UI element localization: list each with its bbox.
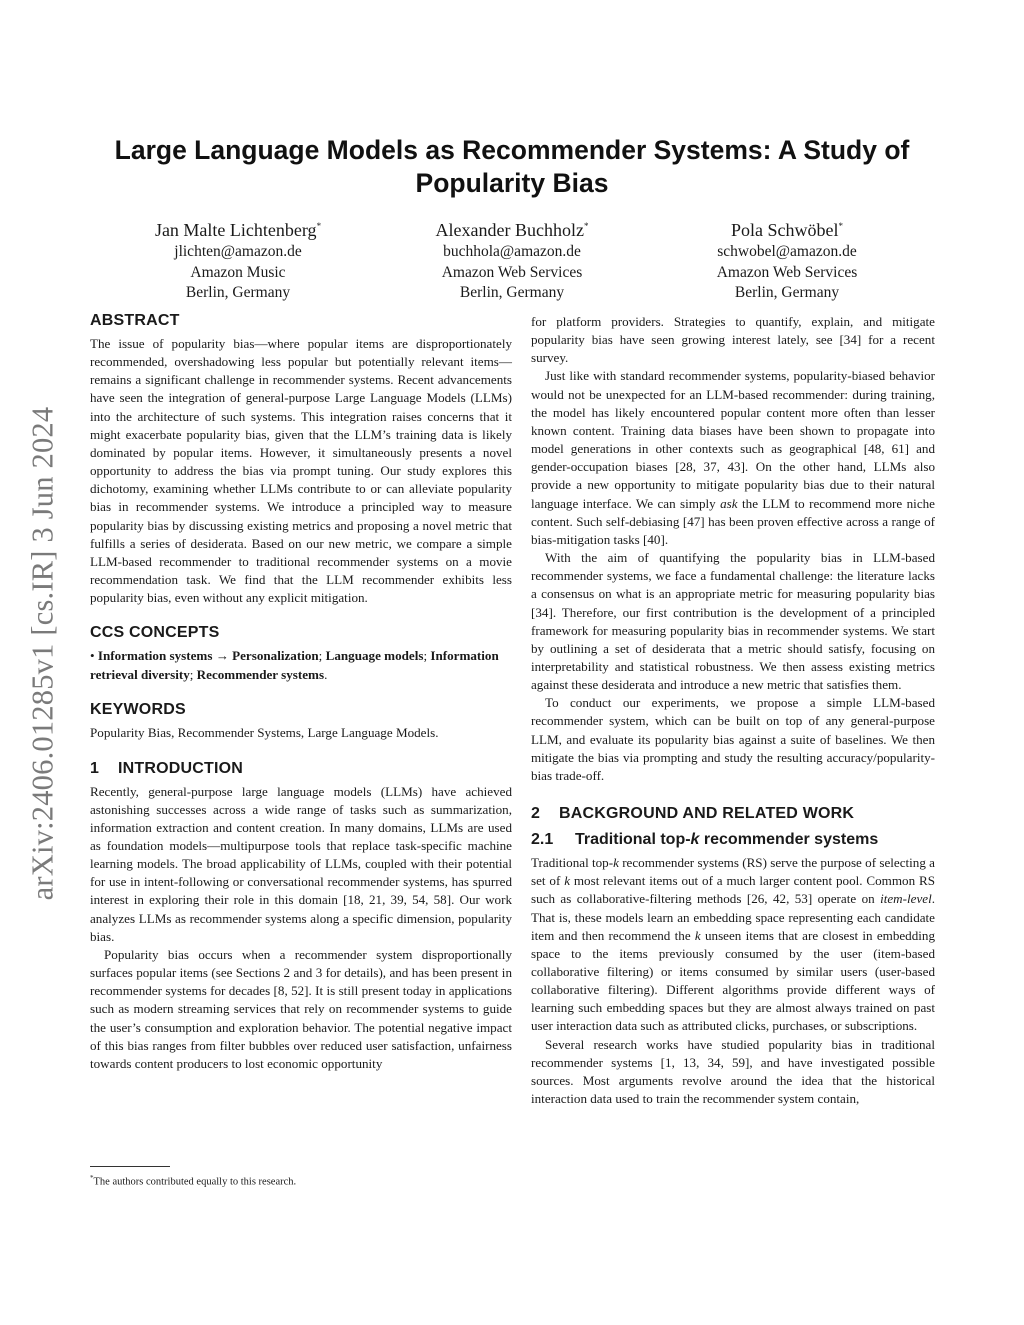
right-column — [531, 313, 935, 1108]
author-affiliation: Amazon Web Services — [441, 263, 583, 281]
intro-paragraph-3: for platform providers. Strategies to quantify, explain, and mitigate popularity bias have seen growing interest lately, see [34] for a recent survey. — [531, 314, 935, 366]
intro-paragraph-1: Recently, general-purpose large language models (LLMs) have achieved astonishing successes across a wide range of tasks such as summarization, information extraction and content creation. In many domains, LLMs are used as foundation models—multipurpose tools that replace task-specific machine learning models. The broad applicability of LLMs, coupled with their potential for use in intent-following or conversational recommender systems, has spurred interest in exploring their role in this domain [18, 21, 39, 54, 58]. Our work analyzes LLMs as recommender systems along a specific dimension, popularity bias. — [90, 783, 512, 944]
ccs-concepts: • Information systems → Personalization; Language models; Information retrieval diversity; Recommender systems. — [90, 648, 499, 682]
author-1 — [108, 214, 368, 304]
intro-paragraph-2: Popularity bias occurs when a recommender system disproportionally surfaces popular items (see Sections 2 and 3 for details), and has been present in recommender systems for decades [8, 52]. It is still present today in applications such as modern streaming services that rely on recommender systems to guide the user’s consumption and exploration behavior. The potential negative impact of this bias ranges from filter bubbles over reduced user satisfaction, unfairness towards content producers to lost economic opportunity — [90, 946, 512, 1071]
intro-paragraph-4: Just like with standard recommender systems, popularity-biased behavior would not be unexpected for an LLM-based recommender: during training, the model has likely encountered popular content more often than lesser known content. Training data biases have been shown to propagate into model generations in other contexts such as geographical [48, 61] and gender-occupation biases [28, 37, 43]. On the other hand, LLMs also provide a new opportunity to mitigate popularity bias due to their natural language interface. We can simply ask the LLM to recommend more niche content. Such self-debiasing [47] has been proven effective across a range of bias-mitigation tasks [40]. — [531, 368, 935, 547]
intro-paragraph-5: With the aim of quantifying the popularity bias in LLM-based recommender systems, we face a fundamental challenge: the literature lacks a consensus on what is an appropriate metric for measuring popularity bias [34]. Therefore, our first contribution is the development of a principled framework for measuring popularity bias in recommender systems. We start by outlining a set of desiderata that a metric should satisfy, focusing on interpretability and statistical robustness. We then assess existing metrics against these desiderata and introduce a new metric that satisfies them. — [531, 550, 935, 693]
arxiv-identifier — [18, 378, 68, 928]
keywords-heading: KEYWORDS — [90, 701, 186, 719]
author-mark: * — [583, 221, 589, 231]
author-affiliation: Amazon Web Services — [716, 263, 858, 281]
author-email: schwobel@amazon.de — [717, 243, 857, 260]
footnote: *The authors contributed equally to this research. — [90, 1174, 297, 1188]
author-location: Berlin, Germany — [185, 284, 291, 301]
author-name: Alexander Buchholz — [435, 220, 584, 240]
background-paragraph-2: Several research works have studied popularity bias in traditional recommender systems [1, 13, 34, 59], and have investigated possible sources. Most arguments revolve around the idea that the historical interaction data used to train the recommender system contain, — [531, 1036, 935, 1107]
author-name: Jan Malte Lichtenberg — [154, 220, 317, 240]
left-column — [90, 310, 512, 1073]
paper-title: Large Language Models as Recommender Systems: A Study of Popularity Bias — [114, 135, 910, 198]
background-paragraph-1: Traditional top-k recommender systems (RS) serve the purpose of selecting a set of k most relevant items out of a much larger content pool. Common RS such as collaborative-filtering methods [26, 42, 53] operate on item-level. That is, these models learn an embedding space representing each candidate item and then recommend the k unseen items that are closest in embedding space to the items previously consumed by the user (item-based collaborative filtering) or items consumed by similar users (user-based collaborative filtering). Different algorithms provide different ways of learning such embedding spaces but they are almost always trained on past user interaction data such as attributed clicks, purchases, or subscriptions. — [531, 855, 936, 1034]
abstract-text: The issue of popularity bias—where popular items are disproportionately recommended, overshadowing less popular but potentially relevant items—remains a significant challenge in recommender systems. Recent advancements have seen the integration of general-purpose Large Language Models (LLMs) into the architecture of such systems. This integration raises concerns that it might exacerbate popularity bias, given that the LLM’s training data is likely dominated by popular items. However, it simultaneously presents a novel opportunity to address the bias via prompt tuning. Our study explores this dichotomy, examining whether LLMs contribute to or can alleviate popularity bias in recommender systems. We introduce a principled way to measure popularity bias by discussing existing metrics and proposing a novel metric that fulfills a series of desiderata. Based on our new metric, we compare a simple LLM-based recommender to traditional recommender systems on a movie recommendation task. We find that the LLM recommender exhibits less popularity bias, even without any explicit mitigation. — [90, 336, 512, 606]
arxiv-identifier-text: arXiv:2406.01285v1 [cs.IR] 3 Jun 2024 — [25, 406, 60, 900]
subsection-heading: 2.1 Traditional top-k recommender systems — [531, 831, 879, 849]
ccs-heading: CCS CONCEPTS — [90, 624, 220, 642]
author-email: buchhola@amazon.de — [443, 243, 581, 260]
keywords-text: Popularity Bias, Recommender Systems, Large Language Models. — [90, 725, 439, 741]
introduction-heading: 1 INTRODUCTION — [90, 759, 244, 777]
author-location: Berlin, Germany — [734, 284, 840, 301]
footnote-divider — [90, 1166, 170, 1167]
author-name: Pola Schwöbel — [731, 220, 839, 240]
background-heading: 2 BACKGROUND AND RELATED WORK — [531, 805, 855, 823]
author-location: Berlin, Germany — [459, 284, 565, 301]
intro-paragraph-6: To conduct our experiments, we propose a simple LLM-based recommender system, which can be built on top of any general-purpose LLM, and evaluate its popularity bias against a suite of baselines. We then mitigate the bias via prompting and study the resulting accuracy/popularity-bias trade-off. — [531, 695, 935, 783]
author-mark: * — [316, 221, 322, 231]
author-mark: * — [838, 221, 843, 231]
author-2 — [382, 214, 642, 304]
author-affiliation: Amazon Music — [190, 263, 286, 281]
abstract-heading: ABSTRACT — [90, 312, 180, 329]
author-email: jlichten@amazon.de — [174, 243, 302, 260]
author-3 — [657, 214, 917, 304]
